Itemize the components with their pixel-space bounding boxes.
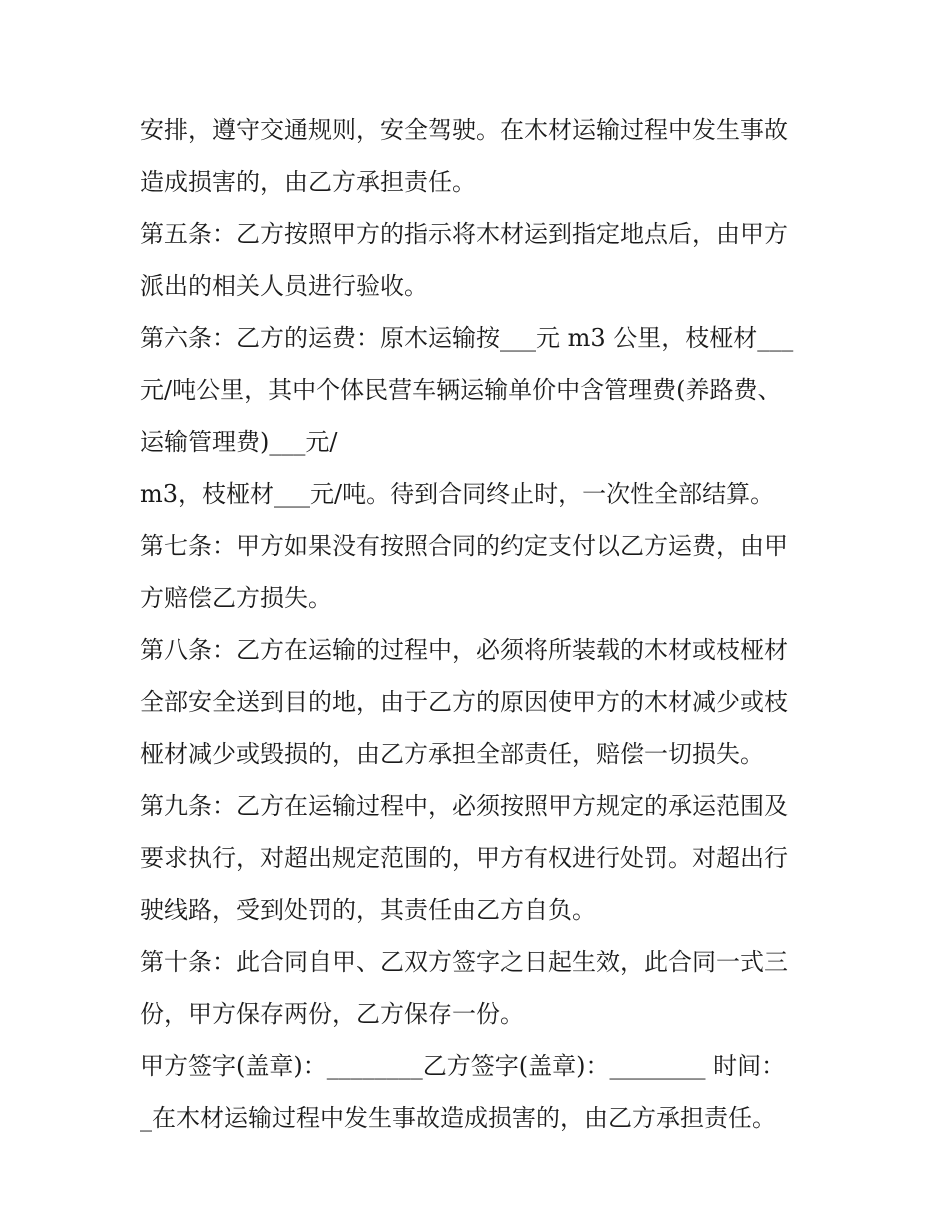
text-line: 安排，遵守交通规则，安全驾驶。在木材运输过程中发生事故: [140, 116, 788, 144]
text-line: 全部安全送到目的地，由于乙方的原因使甲方的木材减少或枝: [140, 688, 788, 716]
document-page: [140, 104, 820, 1144]
text-line: 要求执行，对超出规定范围的，甲方有权进行处罚。对超出行: [140, 844, 788, 872]
clause-7-line: 第七条：甲方如果没有按照合同的约定支付以乙方运费，由甲: [140, 532, 788, 560]
clause-9-line: 第九条：乙方在运输过程中，必须按照甲方规定的承运范围及: [140, 792, 788, 820]
text-line: 造成损害的，由乙方承担责任。: [140, 168, 476, 196]
text-line: m3，枝桠材___元/吨。待到合同终止时，一次性全部结算。: [140, 480, 775, 508]
text-line: 派出的相关人员进行验收。: [140, 272, 428, 300]
text-line: 份，甲方保存两份，乙方保存一份。: [140, 1000, 524, 1028]
text-line: _在木材运输过程中发生事故造成损害的，由乙方承担责任。: [140, 1104, 776, 1132]
text-line: 驶线路，受到处罚的，其责任由乙方自负。: [140, 896, 596, 924]
text-line: 运输管理费)___元/: [140, 428, 338, 456]
clause-5-line: 第五条：乙方按照甲方的指示将木材运到指定地点后，由甲方: [140, 220, 788, 248]
clause-8-line: 第八条：乙方在运输的过程中，必须将所装载的木材或枝桠材: [140, 636, 788, 664]
signature-line: 甲方签字(盖章)：________乙方签字(盖章)：________ 时间：: [140, 1052, 786, 1080]
text-line: 桠材减少或毁损的，由乙方承担全部责任，赔偿一切损失。: [140, 740, 764, 768]
clause-6-line: 第六条：乙方的运费：原木运输按___元 m3 公里，枝桠材___: [140, 324, 794, 352]
text-line: 方赔偿乙方损失。: [140, 584, 332, 612]
text-line: 元/吨公里，其中个体民营车辆运输单价中含管理费(养路费、: [140, 376, 782, 404]
clause-10-line: 第十条：此合同自甲、乙双方签字之日起生效，此合同一式三: [140, 948, 788, 976]
